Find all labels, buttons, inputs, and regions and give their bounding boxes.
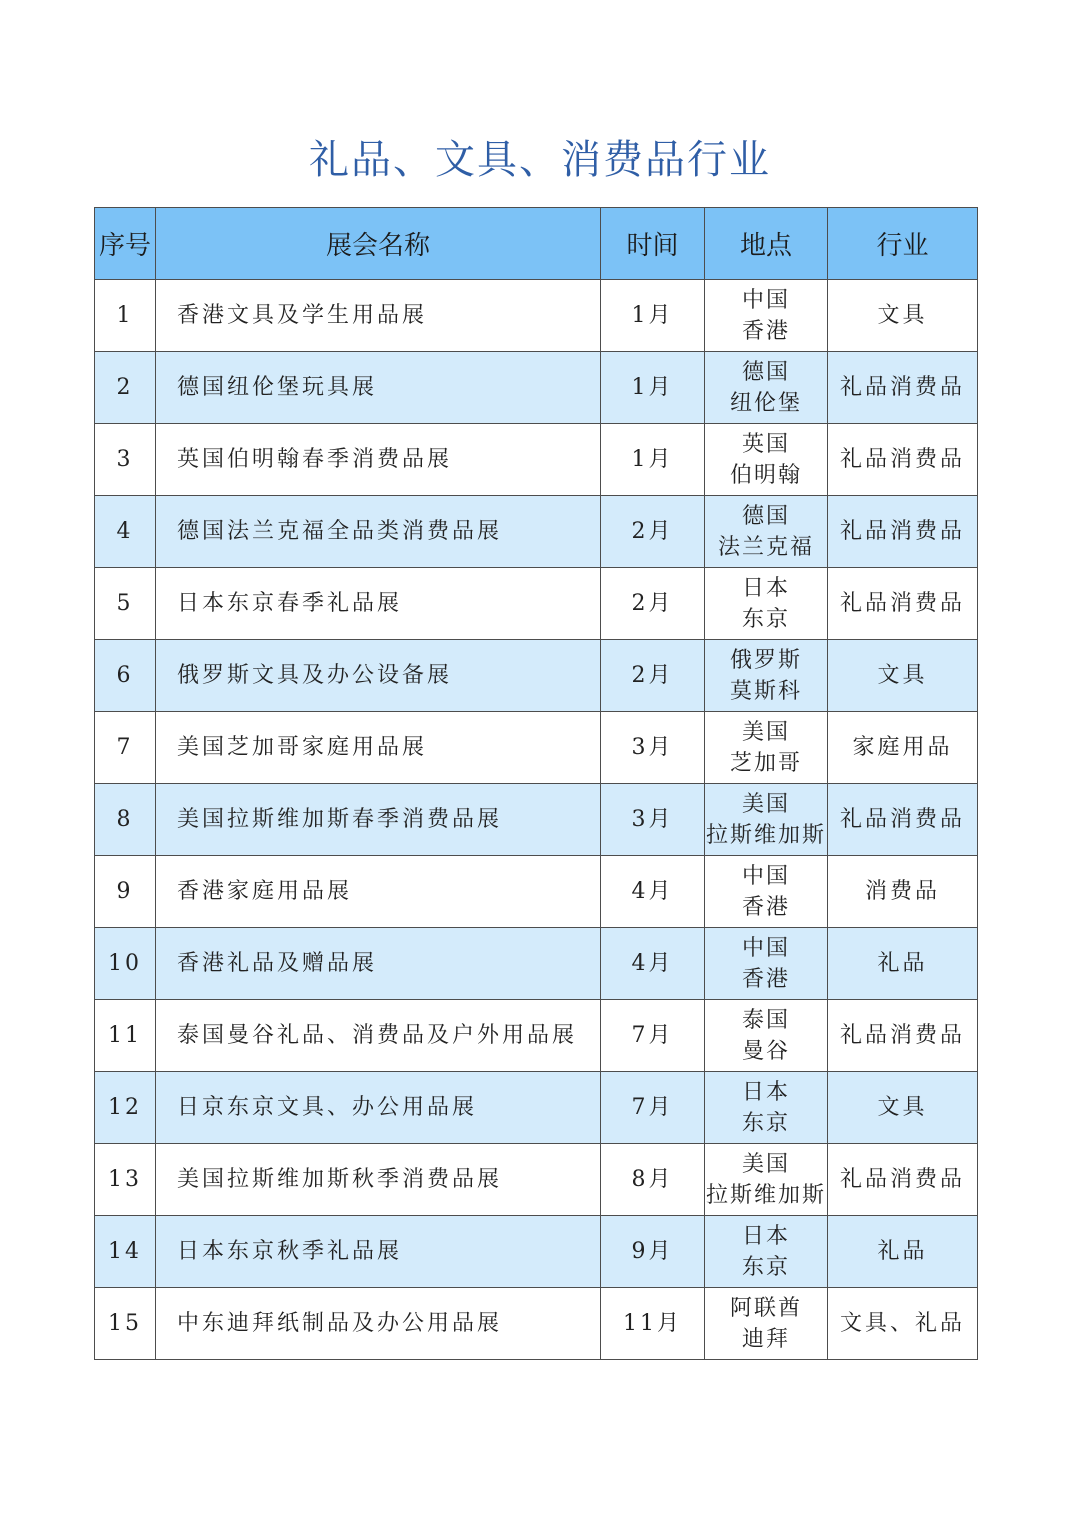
row-industry: 礼品 bbox=[828, 1216, 978, 1288]
row-industry: 礼品消费品 bbox=[828, 568, 978, 640]
row-location bbox=[705, 784, 828, 856]
location-country: 阿联酋 bbox=[729, 1295, 802, 1321]
row-time: 7月 bbox=[601, 1000, 705, 1072]
row-location bbox=[705, 568, 828, 640]
row-index: 15 bbox=[95, 1288, 156, 1360]
row-industry: 文具 bbox=[828, 280, 978, 352]
row-location bbox=[705, 1144, 828, 1216]
row-industry: 礼品消费品 bbox=[828, 1144, 978, 1216]
row-name: 香港家庭用品展 bbox=[156, 856, 601, 928]
row-location bbox=[705, 496, 828, 568]
row-time: 2月 bbox=[601, 496, 705, 568]
row-index: 6 bbox=[95, 640, 156, 712]
table-row bbox=[95, 928, 978, 1000]
row-name: 日京东京文具、办公用品展 bbox=[156, 1072, 601, 1144]
location-country: 中国 bbox=[741, 935, 790, 961]
location-city: 东京 bbox=[741, 1254, 790, 1280]
location-country: 泰国 bbox=[741, 1007, 790, 1033]
table-row bbox=[95, 352, 978, 424]
location-country: 美国 bbox=[741, 1151, 790, 1177]
row-name: 香港礼品及赠品展 bbox=[156, 928, 601, 1000]
row-time: 3月 bbox=[601, 712, 705, 784]
location-country: 德国 bbox=[741, 359, 790, 385]
row-industry: 礼品消费品 bbox=[828, 496, 978, 568]
row-industry: 礼品消费品 bbox=[828, 352, 978, 424]
header-industry: 行业 bbox=[828, 208, 978, 280]
location-city: 法兰克福 bbox=[717, 534, 814, 560]
row-location bbox=[705, 1216, 828, 1288]
row-name: 香港文具及学生用品展 bbox=[156, 280, 601, 352]
row-index: 8 bbox=[95, 784, 156, 856]
table-row bbox=[95, 280, 978, 352]
row-index: 5 bbox=[95, 568, 156, 640]
row-index: 2 bbox=[95, 352, 156, 424]
row-index: 4 bbox=[95, 496, 156, 568]
location-country: 英国 bbox=[741, 431, 790, 457]
row-name: 德国纽伦堡玩具展 bbox=[156, 352, 601, 424]
table-row bbox=[95, 1000, 978, 1072]
row-name: 美国芝加哥家庭用品展 bbox=[156, 712, 601, 784]
row-industry: 消费品 bbox=[828, 856, 978, 928]
table-row bbox=[95, 496, 978, 568]
row-industry: 礼品 bbox=[828, 928, 978, 1000]
row-location bbox=[705, 928, 828, 1000]
row-name: 中东迪拜纸制品及办公用品展 bbox=[156, 1288, 601, 1360]
row-index: 11 bbox=[95, 1000, 156, 1072]
row-location bbox=[705, 280, 828, 352]
row-time: 8月 bbox=[601, 1144, 705, 1216]
location-city: 香港 bbox=[741, 966, 790, 992]
header-index: 序号 bbox=[95, 208, 156, 280]
header-name: 展会名称 bbox=[156, 208, 601, 280]
location-country: 日本 bbox=[741, 1223, 790, 1249]
row-name: 泰国曼谷礼品、消费品及户外用品展 bbox=[156, 1000, 601, 1072]
header-time: 时间 bbox=[601, 208, 705, 280]
row-name: 美国拉斯维加斯春季消费品展 bbox=[156, 784, 601, 856]
row-index: 10 bbox=[95, 928, 156, 1000]
row-time: 2月 bbox=[601, 568, 705, 640]
row-time: 9月 bbox=[601, 1216, 705, 1288]
location-country: 德国 bbox=[741, 503, 790, 529]
row-industry: 文具 bbox=[828, 1072, 978, 1144]
table-row bbox=[95, 1288, 978, 1360]
location-city: 拉斯维加斯 bbox=[705, 1182, 826, 1208]
row-index: 12 bbox=[95, 1072, 156, 1144]
location-country: 中国 bbox=[741, 863, 790, 889]
row-name: 俄罗斯文具及办公设备展 bbox=[156, 640, 601, 712]
location-country: 美国 bbox=[741, 719, 790, 745]
row-index: 3 bbox=[95, 424, 156, 496]
location-city: 香港 bbox=[741, 894, 790, 920]
row-time: 1月 bbox=[601, 280, 705, 352]
table-body bbox=[95, 280, 978, 1360]
table-row bbox=[95, 640, 978, 712]
location-country: 俄罗斯 bbox=[729, 647, 802, 673]
row-location bbox=[705, 856, 828, 928]
row-time: 1月 bbox=[601, 424, 705, 496]
location-city: 曼谷 bbox=[741, 1038, 790, 1064]
location-city: 莫斯科 bbox=[729, 678, 802, 704]
header-location: 地点 bbox=[705, 208, 828, 280]
location-country: 美国 bbox=[741, 791, 790, 817]
row-location bbox=[705, 640, 828, 712]
location-city: 拉斯维加斯 bbox=[705, 822, 826, 848]
row-name: 德国法兰克福全品类消费品展 bbox=[156, 496, 601, 568]
row-index: 1 bbox=[95, 280, 156, 352]
row-time: 1月 bbox=[601, 352, 705, 424]
location-city: 纽伦堡 bbox=[729, 390, 802, 416]
row-location bbox=[705, 424, 828, 496]
row-index: 9 bbox=[95, 856, 156, 928]
location-city: 东京 bbox=[741, 606, 790, 632]
row-time: 11月 bbox=[601, 1288, 705, 1360]
row-location bbox=[705, 1000, 828, 1072]
table-row bbox=[95, 712, 978, 784]
row-industry: 家庭用品 bbox=[828, 712, 978, 784]
row-index: 13 bbox=[95, 1144, 156, 1216]
row-time: 7月 bbox=[601, 1072, 705, 1144]
exhibition-table bbox=[94, 207, 978, 1360]
row-location bbox=[705, 1072, 828, 1144]
row-industry: 礼品消费品 bbox=[828, 784, 978, 856]
table-row bbox=[95, 1216, 978, 1288]
row-industry: 礼品消费品 bbox=[828, 1000, 978, 1072]
location-country: 中国 bbox=[741, 287, 790, 313]
row-industry: 礼品消费品 bbox=[828, 424, 978, 496]
row-location bbox=[705, 1288, 828, 1360]
row-industry: 文具、礼品 bbox=[828, 1288, 978, 1360]
table-header-row bbox=[95, 208, 978, 280]
page-title: 礼品、文具、消费品行业 bbox=[309, 137, 771, 183]
row-name: 美国拉斯维加斯秋季消费品展 bbox=[156, 1144, 601, 1216]
table-row bbox=[95, 856, 978, 928]
row-name: 英国伯明翰春季消费品展 bbox=[156, 424, 601, 496]
row-time: 4月 bbox=[601, 928, 705, 1000]
row-location bbox=[705, 352, 828, 424]
location-city: 迪拜 bbox=[741, 1326, 790, 1352]
row-time: 3月 bbox=[601, 784, 705, 856]
row-industry: 文具 bbox=[828, 640, 978, 712]
location-city: 伯明翰 bbox=[729, 462, 802, 488]
row-time: 4月 bbox=[601, 856, 705, 928]
row-name: 日本东京春季礼品展 bbox=[156, 568, 601, 640]
table-row bbox=[95, 1144, 978, 1216]
location-country: 日本 bbox=[741, 1079, 790, 1105]
row-time: 2月 bbox=[601, 640, 705, 712]
location-city: 香港 bbox=[741, 318, 790, 344]
table-row bbox=[95, 1072, 978, 1144]
location-city: 芝加哥 bbox=[729, 750, 802, 776]
row-name: 日本东京秋季礼品展 bbox=[156, 1216, 601, 1288]
row-location bbox=[705, 712, 828, 784]
location-country: 日本 bbox=[741, 575, 790, 601]
table-row bbox=[95, 784, 978, 856]
table-row bbox=[95, 568, 978, 640]
location-city: 东京 bbox=[741, 1110, 790, 1136]
row-index: 7 bbox=[95, 712, 156, 784]
row-index: 14 bbox=[95, 1216, 156, 1288]
table-row bbox=[95, 424, 978, 496]
